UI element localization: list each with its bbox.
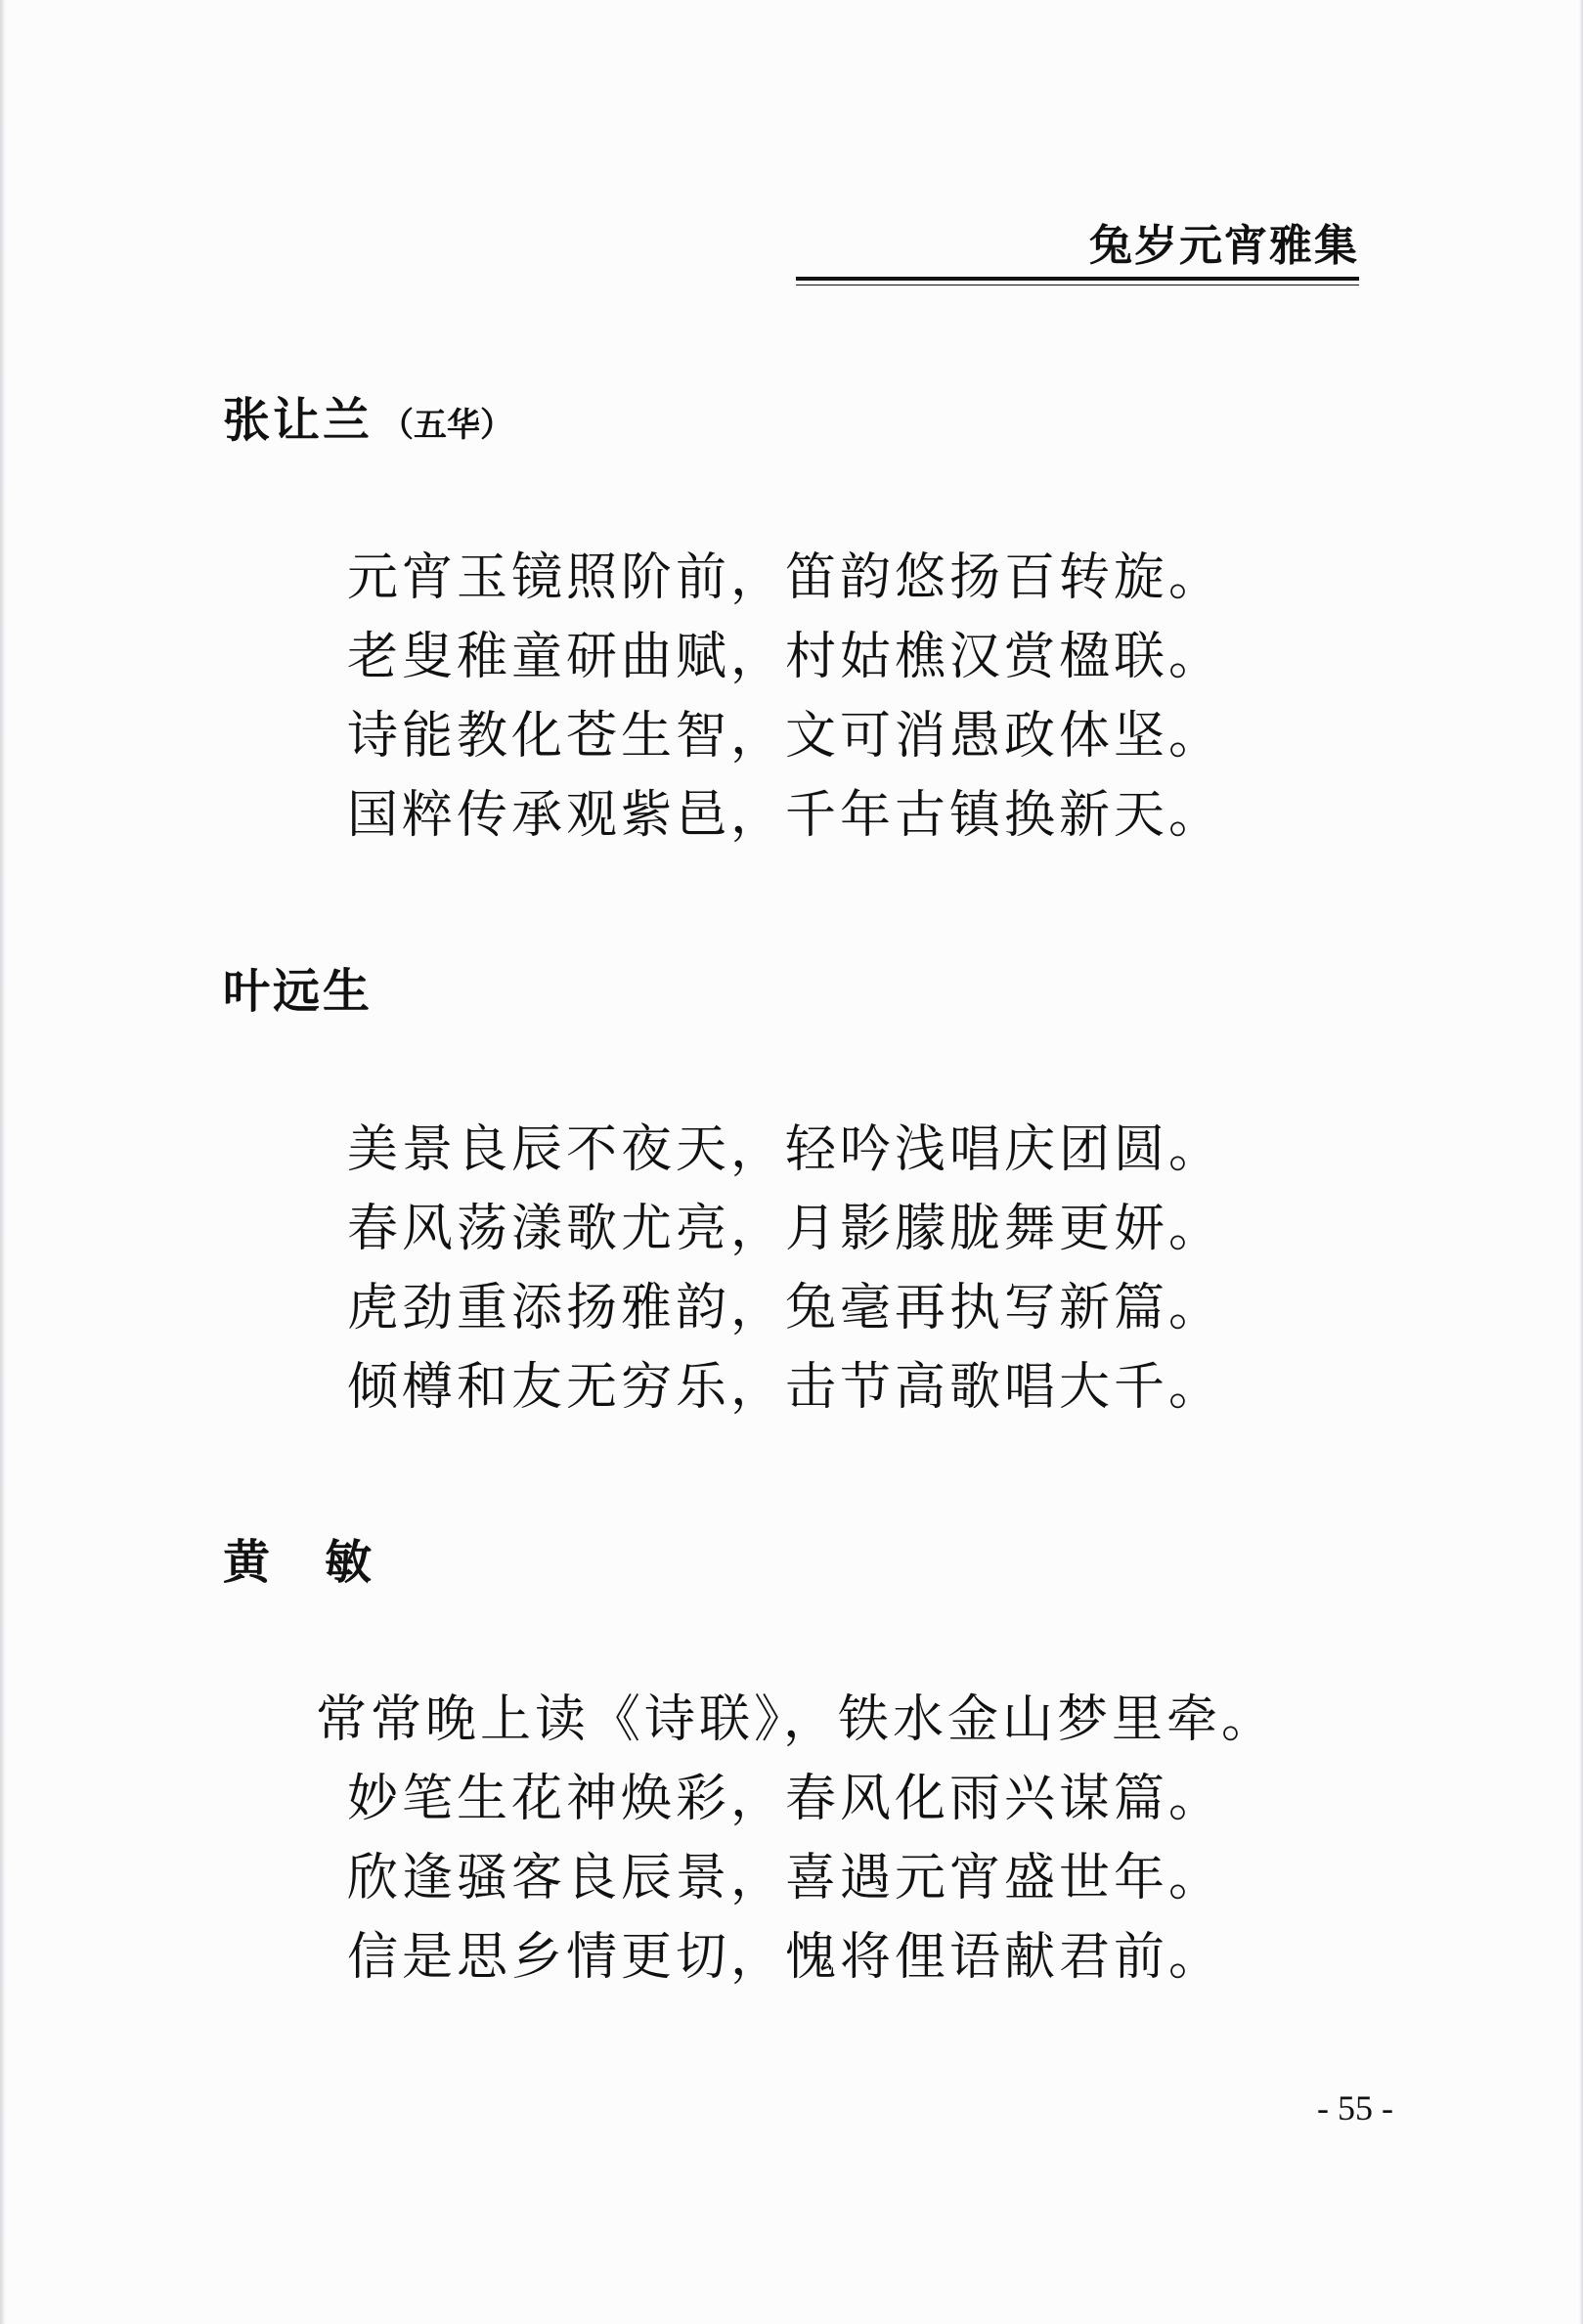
poem-line: 诗能教化苍生智，文可消愚政体坚。: [347, 707, 1224, 766]
author-name: 叶远生: [223, 964, 374, 1019]
poem-line: 妙笔生花神焕彩，春风化雨兴谋篇。: [347, 1770, 1224, 1828]
page-edge-shadow: [0, 0, 6, 2324]
poem-line: 国粹传承观紫邑，千年古镇换新天。: [347, 786, 1224, 845]
poem-line: 常常晚上读《诗联》，铁水金山梦里牵。: [316, 1690, 1277, 1749]
header-rule: [796, 277, 1359, 281]
author-name: 黄敏: [223, 1535, 427, 1590]
poem-author: [223, 962, 373, 1031]
poem-author: [223, 1533, 426, 1602]
poem-line: 虎劲重添扬雅韵，兔毫再执写新篇。: [347, 1279, 1224, 1337]
poem-body: [316, 1681, 1277, 1997]
poem-line: 春风荡漾歌尤亮，月影朦胧舞更妍。: [347, 1200, 1224, 1258]
poem-line: 老叟稚童研曲赋，村姑樵汉赏楹联。: [347, 628, 1224, 686]
poem-line: 欣逢骚客良辰景，喜遇元宵盛世年。: [347, 1849, 1224, 1907]
poem-line: 倾樽和友无穷乐，击节高歌唱大千。: [347, 1358, 1224, 1417]
running-header: [792, 219, 1359, 289]
page-number: - 55 -: [1317, 2088, 1393, 2127]
poem-line: 元宵玉镜照阶前，笛韵悠扬百转旋。: [347, 548, 1224, 607]
poem-body: [347, 1111, 1223, 1427]
poem-author: [223, 391, 513, 460]
poem-line: 信是思乡情更切，愧将俚语献君前。: [347, 1928, 1224, 1987]
author-name: 张让兰: [223, 393, 374, 448]
author-note: （五华）: [380, 406, 514, 445]
page-edge-shadow: [1579, 0, 1583, 2324]
running-header-title: 兔岁元宵雅集: [1089, 221, 1359, 271]
poem-line: 美景良辰不夜天，轻吟浅唱庆团圆。: [347, 1120, 1224, 1179]
poem-body: [347, 539, 1223, 855]
